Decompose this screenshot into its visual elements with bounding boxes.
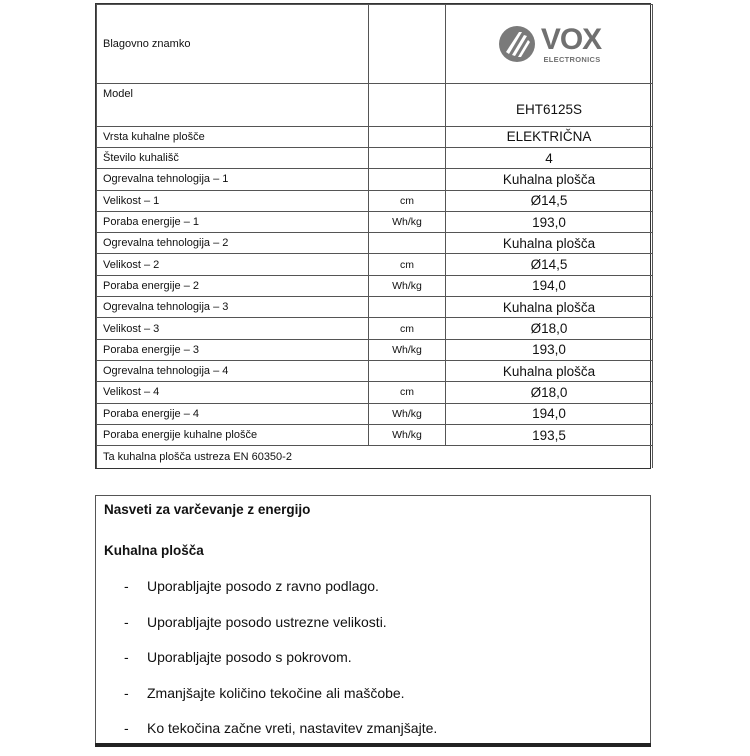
tip-text: Uporabljajte posodo s pokrovom. — [147, 649, 352, 665]
bullet-dash: - — [124, 649, 129, 665]
table-row — [97, 318, 653, 339]
list-item — [124, 649, 437, 685]
tip-text: Uporabljajte posodo ustrezne velikosti. — [147, 613, 387, 630]
table-row — [97, 84, 653, 127]
table-row — [97, 211, 653, 232]
row-label: Poraba energije kuhalne plošče — [97, 424, 369, 445]
row-label: Velikost – 2 — [97, 254, 369, 275]
row-label: Ogrevalna tehnologija – 3 — [97, 297, 369, 318]
table-footer-row — [97, 446, 653, 468]
table-row — [97, 254, 653, 275]
list-item — [124, 614, 437, 650]
row-unit — [369, 233, 446, 254]
table-row — [97, 403, 653, 424]
row-unit: cm — [369, 254, 446, 275]
row-label: Poraba energije – 1 — [97, 211, 369, 232]
spec-table — [96, 4, 653, 468]
row-value: Ø18,0 — [446, 382, 653, 403]
row-value: EHT6125S — [446, 84, 653, 127]
row-label: Vrsta kuhalne plošče — [97, 126, 369, 147]
row-label: Ogrevalna tehnologija – 4 — [97, 360, 369, 381]
table-row — [97, 297, 653, 318]
row-unit — [369, 84, 446, 127]
row-value: Ø14,5 — [446, 254, 653, 275]
row-value: 4 — [446, 148, 653, 169]
bullet-dash: - — [124, 684, 129, 701]
table-row — [97, 424, 653, 445]
row-unit: Wh/kg — [369, 339, 446, 360]
vox-logo-icon — [497, 24, 537, 64]
row-unit — [369, 297, 446, 318]
row-value: Ø18,0 — [446, 318, 653, 339]
row-unit — [369, 148, 446, 169]
row-value: 194,0 — [446, 275, 653, 296]
row-value: 193,0 — [446, 211, 653, 232]
table-row — [97, 360, 653, 381]
row-value: 194,0 — [446, 403, 653, 424]
row-label: Velikost – 4 — [97, 382, 369, 403]
row-unit: Wh/kg — [369, 403, 446, 424]
spec-table-frame — [95, 3, 651, 469]
table-row — [97, 148, 653, 169]
row-label: Ogrevalna tehnologija – 2 — [97, 233, 369, 254]
bullet-dash: - — [124, 720, 129, 736]
row-label: Model — [97, 84, 369, 127]
row-unit: Wh/kg — [369, 424, 446, 445]
row-label: Velikost – 3 — [97, 318, 369, 339]
row-unit — [369, 5, 446, 84]
table-row — [97, 382, 653, 403]
table-row — [97, 5, 653, 84]
table-row — [97, 275, 653, 296]
tip-text: Zmanjšajte količino tekočine ali maščobe. — [147, 684, 405, 701]
bottom-border-bar — [95, 743, 651, 747]
bullet-dash: - — [124, 578, 129, 594]
row-unit — [369, 126, 446, 147]
row-label: Blagovno znamko — [97, 5, 369, 84]
tip-text: Ko tekočina začne vreti, nastavitev zmanjšajte. — [147, 720, 438, 736]
row-label: Velikost – 1 — [97, 190, 369, 211]
energy-tips-box — [95, 495, 651, 745]
tips-list — [124, 578, 437, 756]
row-value: 193,0 — [446, 339, 653, 360]
row-label: Ogrevalna tehnologija – 1 — [97, 169, 369, 190]
row-label: Število kuhališč — [97, 148, 369, 169]
tip-text: Uporabljajte posodo z ravno podlago. — [147, 578, 379, 594]
row-unit — [369, 169, 446, 190]
row-unit: cm — [369, 382, 446, 403]
tips-title: Nasveti za varčevanje z energijo — [104, 502, 311, 517]
list-item — [124, 578, 437, 614]
brand-logo — [446, 5, 653, 84]
logo-wordmark: VOX — [540, 22, 602, 56]
table-row — [97, 190, 653, 211]
table-row — [97, 126, 653, 147]
row-unit — [369, 360, 446, 381]
table-row — [97, 169, 653, 190]
list-item — [124, 720, 437, 756]
row-value: Ø14,5 — [446, 190, 653, 211]
table-row — [97, 339, 653, 360]
row-value: Kuhalna plošča — [446, 169, 653, 190]
row-value: Kuhalna plošča — [446, 233, 653, 254]
list-item — [124, 685, 437, 721]
row-unit: Wh/kg — [369, 211, 446, 232]
row-label: Poraba energije – 2 — [97, 275, 369, 296]
row-value: 193,5 — [446, 424, 653, 445]
row-unit: cm — [369, 318, 446, 339]
bullet-dash: - — [124, 613, 129, 630]
row-value: Kuhalna plošča — [446, 360, 653, 381]
logo-subtitle: ELECTRONICS — [543, 54, 601, 64]
row-label: Poraba energije – 4 — [97, 403, 369, 424]
standard-compliance-note: Ta kuhalna plošča ustreza EN 60350-2 — [97, 446, 653, 468]
row-unit: cm — [369, 190, 446, 211]
row-value: Kuhalna plošča — [446, 297, 653, 318]
tips-subtitle: Kuhalna plošča — [104, 543, 204, 558]
row-label: Poraba energije – 3 — [97, 339, 369, 360]
table-row — [97, 233, 653, 254]
row-unit: Wh/kg — [369, 275, 446, 296]
row-value: ELEKTRIČNA — [446, 126, 653, 147]
